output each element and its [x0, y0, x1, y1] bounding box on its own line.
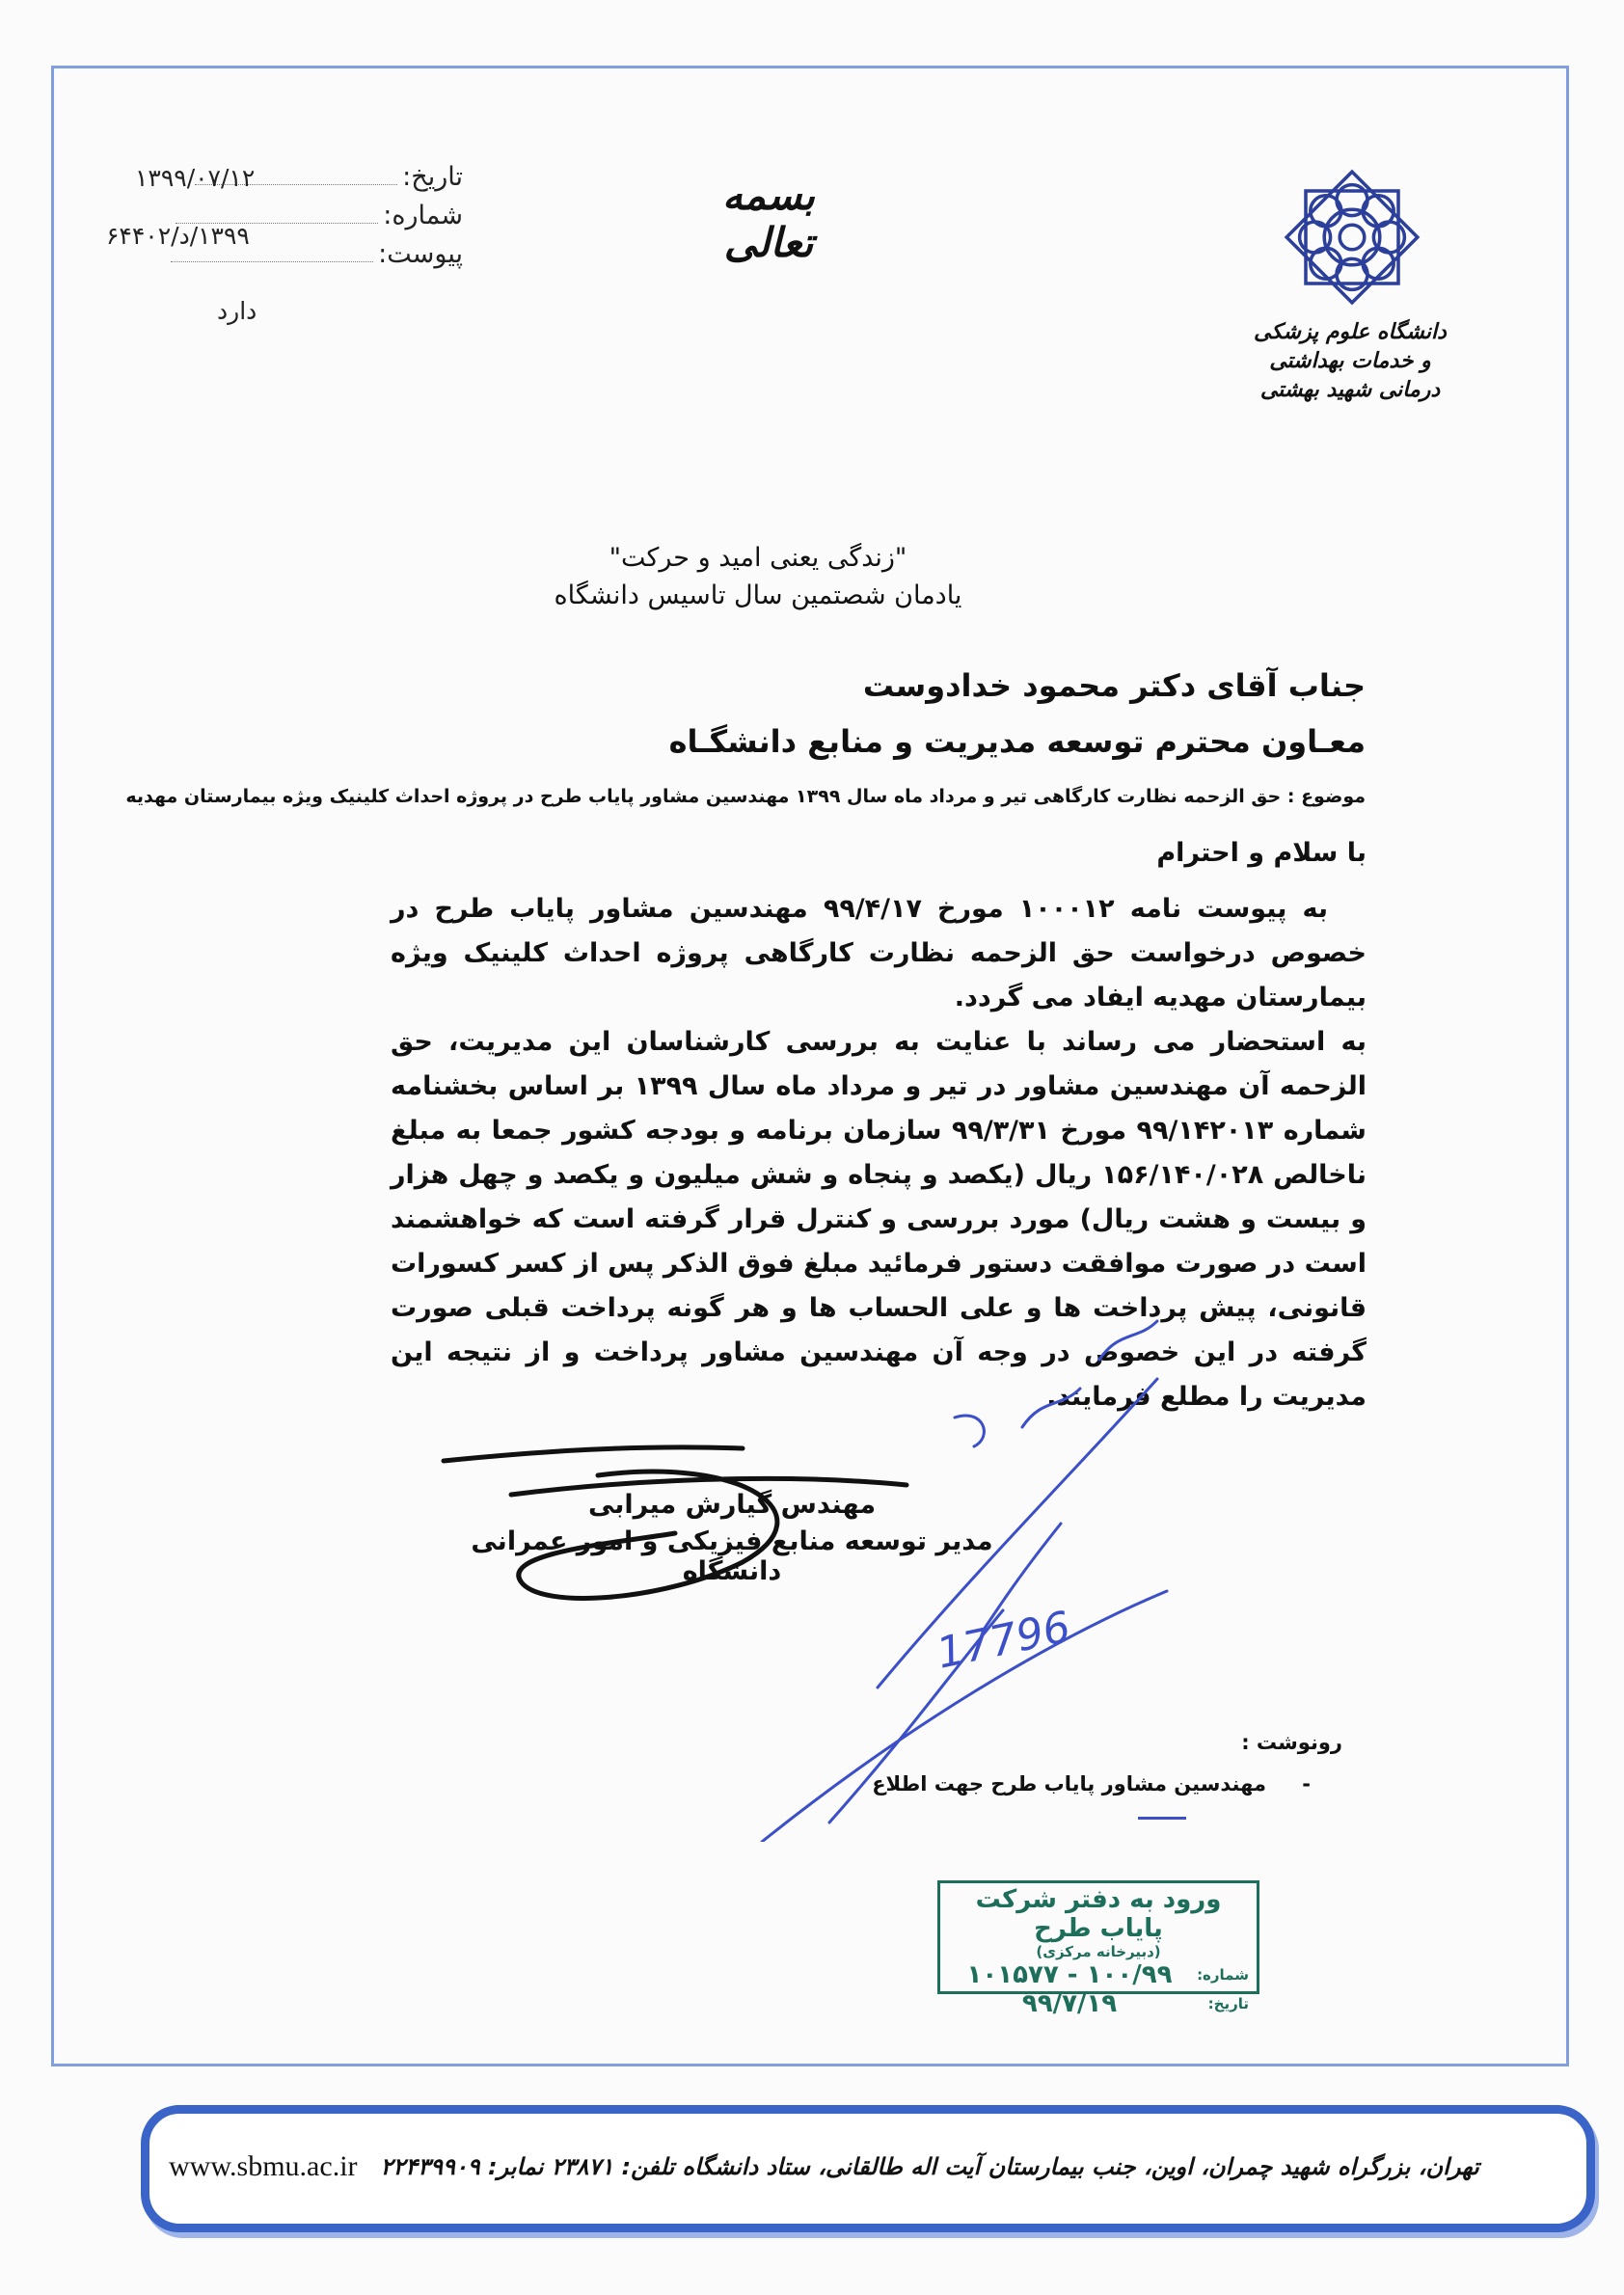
university-logo: [1254, 154, 1447, 415]
stamp-date-label: تاریخ:: [1207, 1995, 1249, 2012]
addressee-title: معـاون محترم توسعه مدیریت و منابع دانشگـاه: [668, 723, 1366, 760]
number-value: ۱۳۹۹/د/۶۴۴۰۲: [106, 222, 250, 250]
cc-item: [872, 1772, 1311, 1796]
stamp-date-value: ۹۹/۷/۱۹: [1021, 1989, 1118, 2018]
date-value: ۱۳۹۹/۰۷/۱۲: [135, 164, 256, 192]
university-name: دانشگاه علوم پزشکی و خدمات بهداشتی درمانی شهید بهشتی: [1254, 320, 1447, 402]
letter-meta: [106, 162, 463, 325]
signatory-position: مدیر توسعه منابع فیزیکی و امور عمرانی دانشگاه: [471, 1526, 993, 1586]
attachment-label: پیوست:: [378, 239, 463, 269]
cc-underline: [1138, 1817, 1186, 1820]
lattice-logo-icon: [1265, 160, 1439, 314]
cc-item-text: مهندسین مشاور پایاب طرح جهت اطلاع: [872, 1772, 1266, 1796]
stamp-date-row: [940, 1989, 1257, 2018]
stamp-title: ورود به دفتر شرکت پایاب طرح: [975, 1885, 1222, 1943]
addressee-name: جناب آقای دکتر محمود خدادوست: [862, 667, 1366, 704]
slogan-quote: "زندگی یعنی امید و حرکت": [609, 543, 907, 573]
footer-box: [141, 2105, 1595, 2232]
cc-label: رونوشت :: [1241, 1731, 1342, 1754]
subject-line: موضوع : حق الزحمه نظارت کارگاهی تیر و مرداد ماه سال ۱۳۹۹ مهندسین مشاور پایاب طرح در پروژه احداث کلینیک ویژه بیمارستان مهدیه: [125, 786, 1366, 807]
stamp-subtitle: (دبیرخانه مرکزی): [1036, 1943, 1161, 1960]
cc-bullet: -: [1302, 1772, 1311, 1796]
number-row: [106, 201, 463, 250]
footer-website[interactable]: www.sbmu.ac.ir: [169, 2150, 358, 2182]
greeting: با سلام و احترام: [1156, 838, 1367, 868]
stamp-number-row: [940, 1960, 1257, 1989]
body-paragraph-2: به استحضار می رساند با عنایت به بررسی کارشناسان این مدیریت، حق الزحمه آن مهندسین مشاور در تیر و مرداد ماه سال ۱۳۹۹ بر اساس بخشنامه شماره ۹۹/۱۴۲۰۱۳ مورخ ۹۹/۳/۳۱ سازمان برنامه و بودجه کشور جمعا به مبلغ ناخالص ۱۵۶/۱۴۰/۰۲۸ ریال (یکصد و پنجاه و شش میلیون و یکصد و چهل هزار و بیست و هشت ریال) مورد بررسی و کنترل قرار گرفته است که خواهشمند است در صورت موافقت دستور فرمائید مبلغ فوق الذکر پس از کسر کسورات قانونی، پیش پرداخت ها و علی الحساب ها و هر گونه پرداخت قبلی صورت گرفته در این خصوص در وجه آن مهندسین مشاور پرداخت و از نتیجه این مدیریت را مطلع فرمایند.: [391, 1027, 1367, 1412]
date-label: تاریخ:: [402, 162, 463, 192]
slogan-anniversary: یادمان شصتمین سال تاسیس دانشگاه: [554, 580, 962, 610]
signatory-name: مهندس گیارش میرابی: [587, 1490, 877, 1520]
stamp-number-label: شماره:: [1197, 1966, 1249, 1984]
handwritten-annotation: [733, 1282, 1234, 1842]
footer-address: تهران، بزرگراه شهید چمران، اوین، جنب بیمارستان آیت اله طالقانی، ستاد دانشگاه تلفن: ۲۳۸۷۱ نمابر: ۲۲۴۳۹۹۰۹: [380, 2153, 1479, 2180]
attachment-line: [171, 261, 373, 262]
footer-content: [169, 2150, 1479, 2183]
received-stamp: [937, 1880, 1259, 2018]
attachment-value: دارد: [217, 297, 257, 325]
number-label: شماره:: [383, 201, 463, 230]
handwritten-number: 17796: [932, 1602, 1075, 1679]
stamp-number-value: ۱۰۰/۹۹ - ۱۰۱۵۷۷: [966, 1960, 1173, 1989]
bismillah: بسمه تعالی: [722, 172, 815, 266]
body-paragraph-1: به پیوست نامه ۱۰۰۰۱۲ مورخ ۹۹/۴/۱۷ مهندسین مشاور پایاب طرح در خصوص درخواست حق الزحمه نظارت کارگاهی پروژه احداث کلینیک ویژه بیمارستان مهدیه ایفاد می گردد.: [391, 894, 1367, 1012]
date-row: [106, 162, 463, 201]
